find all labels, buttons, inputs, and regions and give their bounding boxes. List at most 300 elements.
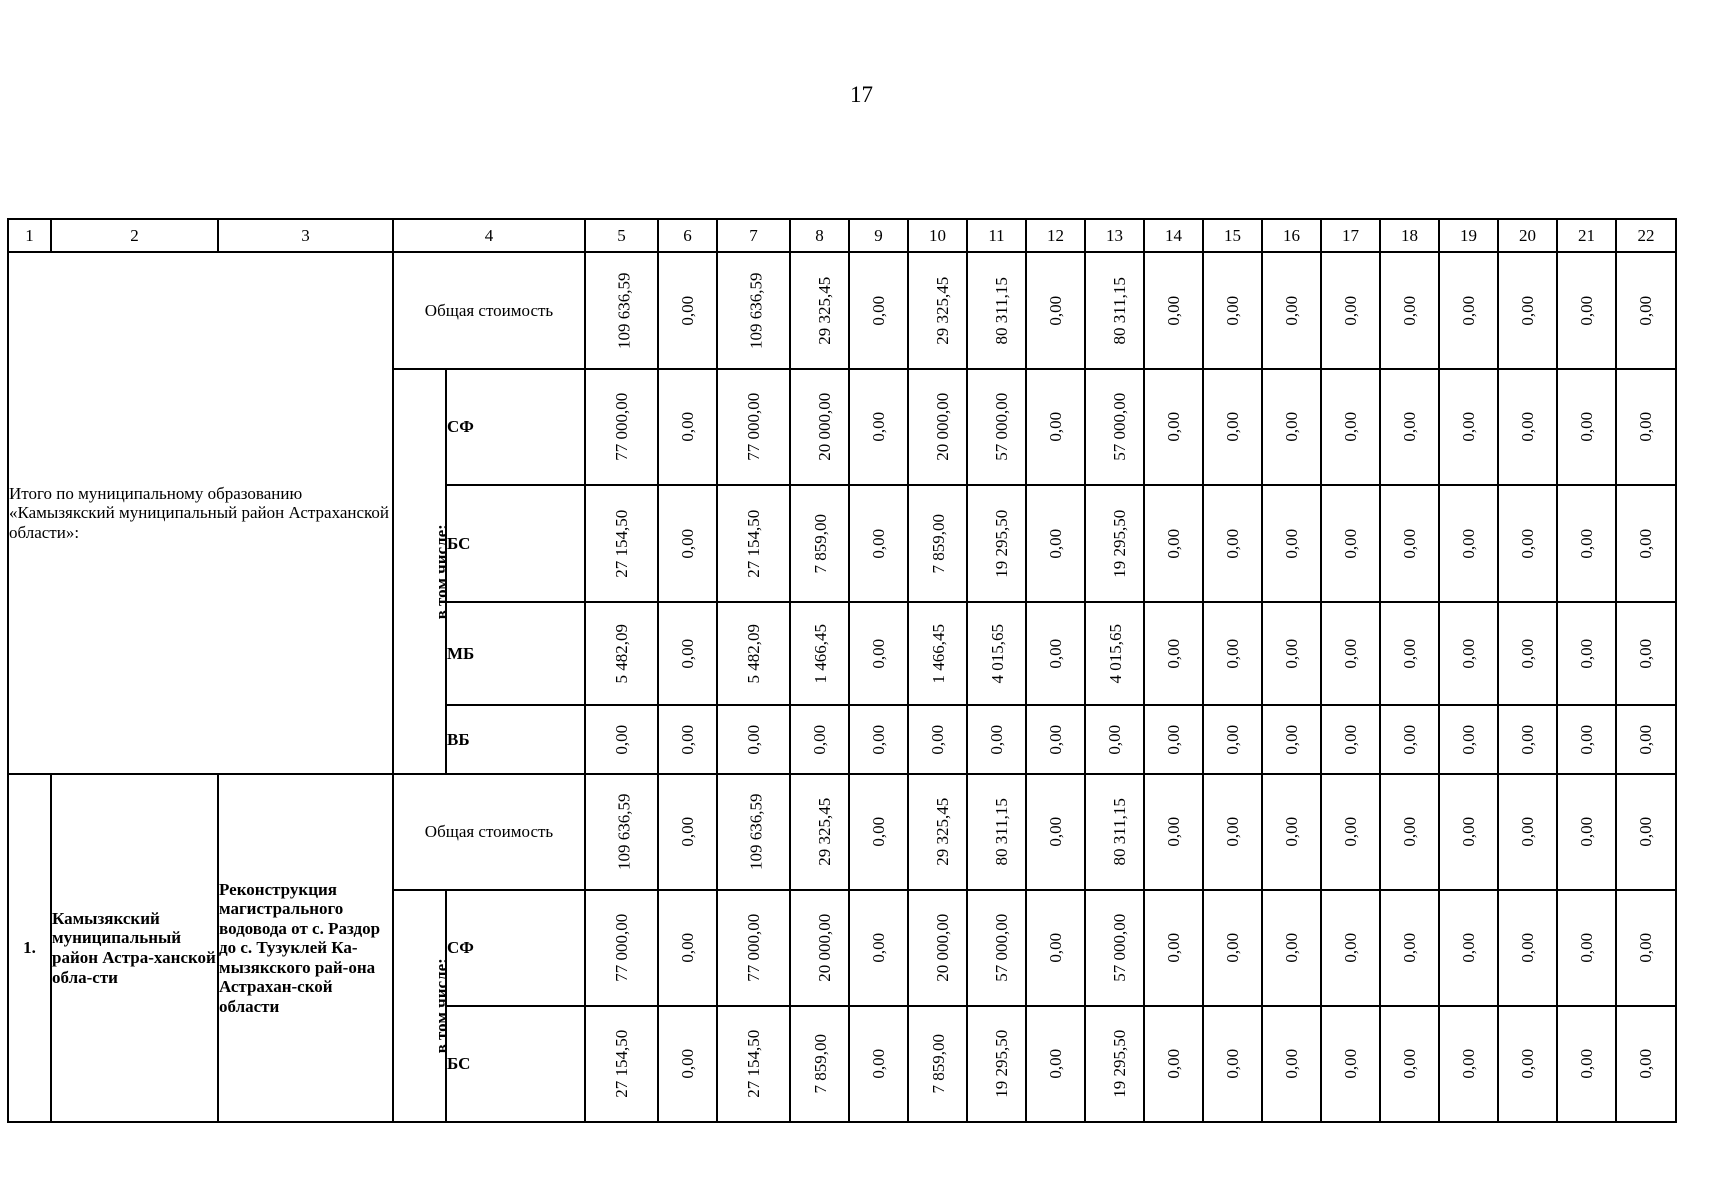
- value-cell: [1321, 705, 1380, 774]
- including-label: в том числе:: [431, 958, 451, 1054]
- value-text: 80 311,15: [1109, 276, 1129, 345]
- value-cell: [967, 890, 1026, 1006]
- value-text: 19 295,50: [1110, 509, 1130, 578]
- value-text: 0,00: [1340, 295, 1360, 326]
- value-text: 0,00: [1517, 817, 1537, 847]
- value-text: 5 482,09: [743, 623, 763, 684]
- value-cell: [1026, 890, 1085, 1006]
- value-cell: [1144, 485, 1203, 602]
- value-text: 27 154,50: [743, 1029, 763, 1098]
- value-text: 27 154,50: [611, 509, 631, 578]
- value-text: 77 000,00: [743, 913, 763, 982]
- value-cell: [1616, 890, 1676, 1006]
- value-cell: [1203, 1006, 1262, 1122]
- column-number: 10: [908, 219, 967, 252]
- column-number: 16: [1262, 219, 1321, 252]
- value-text: 0,00: [1399, 638, 1419, 669]
- row-label: СФ: [446, 890, 585, 1006]
- value-text: 0,00: [1281, 933, 1301, 963]
- value-cell: [790, 485, 849, 602]
- value-cell: [1085, 485, 1144, 602]
- table-row: [8, 774, 1676, 890]
- value-text: 0,00: [1517, 1049, 1537, 1079]
- value-cell: [1380, 252, 1439, 369]
- value-text: 0,00: [1576, 933, 1596, 963]
- row-label-total: Общая стоимость: [393, 774, 585, 890]
- value-cell: [658, 485, 717, 602]
- value-text: 0,00: [1045, 933, 1065, 963]
- value-cell: [967, 485, 1026, 602]
- value-text: 0,00: [1222, 724, 1242, 755]
- value-text: 77 000,00: [611, 913, 631, 982]
- value-text: 29 325,45: [815, 797, 835, 866]
- value-cell: [658, 1006, 717, 1122]
- value-cell: [1439, 252, 1498, 369]
- value-cell: [1144, 602, 1203, 705]
- object-name: Реконструкция магистрального водовода от с. Раздор до с. Тузуклей Ка-мызякского рай-она Астрахан-ской области: [218, 774, 393, 1122]
- value-cell: [1557, 1006, 1616, 1122]
- value-text: 0,00: [1399, 295, 1419, 326]
- value-cell: [849, 1006, 908, 1122]
- value-text: 80 311,15: [991, 276, 1011, 345]
- value-cell: [1557, 705, 1616, 774]
- value-cell: [717, 252, 790, 369]
- value-text: 0,00: [1340, 724, 1360, 755]
- value-cell: [1498, 705, 1557, 774]
- value-text: 0,00: [986, 724, 1006, 755]
- value-text: 0,00: [1636, 295, 1656, 326]
- value-text: 0,00: [1045, 1049, 1065, 1079]
- value-text: 0,00: [1340, 528, 1360, 559]
- value-cell: [658, 890, 717, 1006]
- value-cell: [1203, 252, 1262, 369]
- value-cell: [717, 485, 790, 602]
- value-cell: [1439, 774, 1498, 890]
- column-number: 12: [1026, 219, 1085, 252]
- value-cell: [1557, 602, 1616, 705]
- value-cell: [790, 1006, 849, 1122]
- value-cell: [967, 602, 1026, 705]
- value-text: 0,00: [677, 638, 697, 669]
- value-cell: [1026, 369, 1085, 485]
- value-cell: [1262, 890, 1321, 1006]
- value-cell: [1144, 1006, 1203, 1122]
- value-cell: [1321, 602, 1380, 705]
- column-number: 21: [1557, 219, 1616, 252]
- value-cell: [1026, 1006, 1085, 1122]
- value-cell: [1498, 1006, 1557, 1122]
- value-cell: [658, 252, 717, 369]
- value-text: 0,00: [1576, 295, 1596, 326]
- table-row: [8, 252, 1676, 369]
- value-text: 0,00: [1576, 1049, 1596, 1079]
- value-cell: [1085, 705, 1144, 774]
- value-text: 7 859,00: [928, 1034, 948, 1094]
- value-cell: [967, 369, 1026, 485]
- value-cell: [585, 1006, 658, 1122]
- value-cell: [967, 774, 1026, 890]
- value-cell: [1085, 602, 1144, 705]
- value-cell: [1321, 369, 1380, 485]
- value-text: 57 000,00: [992, 392, 1012, 461]
- value-cell: [1203, 705, 1262, 774]
- value-cell: [1616, 252, 1676, 369]
- column-number: 19: [1439, 219, 1498, 252]
- value-text: 0,00: [1045, 412, 1065, 442]
- value-text: 1 466,45: [928, 623, 948, 684]
- value-text: 0,00: [677, 724, 697, 755]
- value-text: 0,00: [1045, 295, 1065, 326]
- value-cell: [585, 705, 658, 774]
- value-cell: [1085, 369, 1144, 485]
- value-cell: [1380, 369, 1439, 485]
- value-cell: [908, 1006, 967, 1122]
- value-cell: [585, 252, 658, 369]
- column-number: 4: [393, 219, 585, 252]
- value-text: 27 154,50: [743, 509, 763, 578]
- value-text: 0,00: [1163, 638, 1183, 669]
- value-cell: [790, 705, 849, 774]
- value-cell: [1616, 1006, 1676, 1122]
- value-cell: [1616, 705, 1676, 774]
- column-number: 8: [790, 219, 849, 252]
- value-cell: [849, 890, 908, 1006]
- value-text: 0,00: [1281, 412, 1301, 442]
- value-cell: [717, 774, 790, 890]
- value-text: 0,00: [1163, 1049, 1183, 1079]
- value-text: 0,00: [1517, 295, 1537, 326]
- value-cell: [1144, 705, 1203, 774]
- value-text: 0,00: [1517, 724, 1537, 755]
- value-text: 19 295,50: [992, 509, 1012, 578]
- page-number: 17: [850, 82, 873, 107]
- value-text: 57 000,00: [1110, 913, 1130, 982]
- value-cell: [1380, 774, 1439, 890]
- value-text: 0,00: [1222, 295, 1242, 326]
- value-cell: [717, 602, 790, 705]
- value-cell: [1557, 252, 1616, 369]
- value-cell: [658, 705, 717, 774]
- value-text: 0,00: [1399, 528, 1419, 559]
- value-cell: [849, 369, 908, 485]
- value-cell: [1616, 602, 1676, 705]
- value-cell: [1085, 252, 1144, 369]
- value-cell: [1439, 485, 1498, 602]
- value-cell: [1026, 705, 1085, 774]
- value-text: 57 000,00: [992, 913, 1012, 982]
- value-cell: [1557, 369, 1616, 485]
- column-number: 5: [585, 219, 658, 252]
- value-text: 4 015,65: [1105, 623, 1125, 684]
- value-cell: [1262, 485, 1321, 602]
- value-text: 19 295,50: [1110, 1029, 1130, 1098]
- value-text: 0,00: [1340, 638, 1360, 669]
- value-text: 0,00: [677, 412, 697, 442]
- value-cell: [1498, 890, 1557, 1006]
- value-cell: [849, 705, 908, 774]
- value-cell: [1380, 602, 1439, 705]
- value-cell: [908, 705, 967, 774]
- value-text: 20 000,00: [815, 392, 835, 461]
- value-text: 0,00: [1045, 817, 1065, 847]
- value-cell: [908, 485, 967, 602]
- value-text: 0,00: [1458, 817, 1478, 847]
- column-number: 2: [51, 219, 218, 252]
- value-text: 0,00: [1222, 638, 1242, 669]
- value-cell: [908, 252, 967, 369]
- column-number: 7: [717, 219, 790, 252]
- value-text: 20 000,00: [933, 913, 953, 982]
- value-cell: [1262, 369, 1321, 485]
- value-text: 109 636,59: [746, 793, 766, 871]
- value-cell: [908, 602, 967, 705]
- value-cell: [1085, 1006, 1144, 1122]
- value-text: 0,00: [1399, 933, 1419, 963]
- value-cell: [849, 252, 908, 369]
- column-number: 1: [8, 219, 51, 252]
- value-cell: [1439, 890, 1498, 1006]
- value-text: 29 325,45: [933, 797, 953, 866]
- value-cell: [967, 252, 1026, 369]
- value-text: 0,00: [677, 817, 697, 847]
- value-cell: [908, 890, 967, 1006]
- value-cell: [1085, 890, 1144, 1006]
- value-text: 0,00: [1222, 528, 1242, 559]
- value-text: 0,00: [1636, 412, 1656, 442]
- value-text: 0,00: [1163, 724, 1183, 755]
- row-label-total: Общая стоимость: [393, 252, 585, 369]
- value-text: 0,00: [1281, 1049, 1301, 1079]
- value-cell: [585, 485, 658, 602]
- value-text: 0,00: [1340, 412, 1360, 442]
- value-text: 0,00: [868, 295, 888, 326]
- value-cell: [1498, 602, 1557, 705]
- value-text: 0,00: [1104, 724, 1124, 755]
- value-text: 0,00: [927, 724, 947, 755]
- column-number: 20: [1498, 219, 1557, 252]
- value-text: 0,00: [1517, 638, 1537, 669]
- row-label: МБ: [446, 602, 585, 705]
- value-cell: [1439, 369, 1498, 485]
- value-cell: [1616, 774, 1676, 890]
- value-text: 0,00: [1576, 638, 1596, 669]
- row-label: БС: [446, 485, 585, 602]
- column-number: 6: [658, 219, 717, 252]
- value-text: 0,00: [1045, 724, 1065, 755]
- value-cell: [1026, 485, 1085, 602]
- value-cell: [1557, 485, 1616, 602]
- value-cell: [1203, 774, 1262, 890]
- column-number: 9: [849, 219, 908, 252]
- value-text: 1 466,45: [810, 623, 830, 684]
- value-cell: [1026, 774, 1085, 890]
- value-text: 0,00: [1517, 528, 1537, 559]
- value-text: 0,00: [677, 1049, 697, 1079]
- value-cell: [790, 890, 849, 1006]
- row-label: СФ: [446, 369, 585, 485]
- value-text: 0,00: [677, 933, 697, 963]
- value-cell: [1321, 774, 1380, 890]
- value-cell: [1439, 1006, 1498, 1122]
- municipality-name: Камызякский муниципальный район Астра-ханской обла-сти: [51, 774, 218, 1122]
- value-text: 0,00: [1517, 412, 1537, 442]
- value-cell: [849, 602, 908, 705]
- column-number: 14: [1144, 219, 1203, 252]
- value-text: 0,00: [677, 528, 697, 559]
- column-number: 15: [1203, 219, 1262, 252]
- value-text: 0,00: [868, 528, 888, 559]
- value-text: 0,00: [1281, 295, 1301, 326]
- value-text: 57 000,00: [1110, 392, 1130, 461]
- value-cell: [790, 369, 849, 485]
- budget-table: [7, 218, 1677, 1123]
- value-text: 0,00: [1636, 1049, 1656, 1079]
- row-label: ВБ: [446, 705, 585, 774]
- value-text: 80 311,15: [1109, 798, 1129, 866]
- value-cell: [1380, 1006, 1439, 1122]
- value-text: 0,00: [1458, 412, 1478, 442]
- value-text: 0,00: [1340, 1049, 1360, 1079]
- value-text: 0,00: [1340, 933, 1360, 963]
- value-cell: [1616, 369, 1676, 485]
- value-cell: [1144, 890, 1203, 1006]
- including-label-cell: [393, 369, 451, 774]
- value-text: 0,00: [677, 295, 697, 326]
- value-text: 0,00: [1576, 724, 1596, 755]
- value-text: 0,00: [1636, 817, 1656, 847]
- value-text: 109 636,59: [614, 793, 634, 871]
- value-cell: [1380, 705, 1439, 774]
- value-text: 0,00: [1222, 412, 1242, 442]
- value-text: 0,00: [1163, 933, 1183, 963]
- value-cell: [1144, 774, 1203, 890]
- value-text: 0,00: [1399, 724, 1419, 755]
- value-cell: [1616, 485, 1676, 602]
- value-cell: [790, 602, 849, 705]
- value-cell: [1144, 252, 1203, 369]
- value-text: 0,00: [1576, 412, 1596, 442]
- value-text: 0,00: [1281, 724, 1301, 755]
- value-text: 0,00: [1222, 933, 1242, 963]
- value-text: 0,00: [743, 724, 763, 755]
- value-text: 27 154,50: [611, 1029, 631, 1098]
- value-text: 109 636,59: [746, 272, 766, 349]
- value-text: 0,00: [1163, 528, 1183, 559]
- value-text: 0,00: [1281, 638, 1301, 669]
- value-text: 0,00: [868, 638, 888, 669]
- value-cell: [1557, 890, 1616, 1006]
- value-text: 77 000,00: [743, 392, 763, 461]
- column-number: 3: [218, 219, 393, 252]
- value-text: 20 000,00: [933, 392, 953, 461]
- value-cell: [1203, 485, 1262, 602]
- value-cell: [1321, 252, 1380, 369]
- value-cell: [585, 369, 658, 485]
- value-cell: [585, 890, 658, 1006]
- value-text: 0,00: [611, 724, 631, 755]
- value-cell: [1498, 774, 1557, 890]
- value-cell: [1498, 485, 1557, 602]
- value-text: 7 859,00: [810, 1034, 830, 1094]
- value-cell: [1262, 705, 1321, 774]
- column-number: 22: [1616, 219, 1676, 252]
- value-cell: [717, 890, 790, 1006]
- value-text: 0,00: [1163, 295, 1183, 326]
- value-text: 0,00: [1458, 528, 1478, 559]
- value-cell: [717, 1006, 790, 1122]
- value-text: 0,00: [868, 933, 888, 963]
- value-text: 0,00: [1458, 1049, 1478, 1079]
- value-text: 0,00: [868, 1049, 888, 1079]
- value-cell: [1203, 602, 1262, 705]
- value-text: 0,00: [1045, 638, 1065, 669]
- value-cell: [908, 369, 967, 485]
- value-cell: [1144, 369, 1203, 485]
- value-cell: [658, 774, 717, 890]
- value-text: 29 325,45: [933, 276, 953, 345]
- value-cell: [1439, 602, 1498, 705]
- column-number: 13: [1085, 219, 1144, 252]
- value-text: 77 000,00: [611, 392, 631, 461]
- value-text: 0,00: [1517, 933, 1537, 963]
- value-cell: [1262, 1006, 1321, 1122]
- value-cell: [1262, 774, 1321, 890]
- including-label: в том числе:: [431, 523, 451, 620]
- value-cell: [1026, 602, 1085, 705]
- value-text: 0,00: [1576, 817, 1596, 847]
- value-cell: [908, 774, 967, 890]
- column-number: 17: [1321, 219, 1380, 252]
- value-text: 0,00: [1458, 933, 1478, 963]
- value-cell: [1203, 890, 1262, 1006]
- value-text: 20 000,00: [815, 913, 835, 982]
- value-text: 0,00: [1636, 638, 1656, 669]
- value-text: 0,00: [1399, 412, 1419, 442]
- value-cell: [585, 602, 658, 705]
- value-cell: [658, 369, 717, 485]
- value-text: 0,00: [1458, 638, 1478, 669]
- value-text: 29 325,45: [815, 276, 835, 345]
- value-text: 0,00: [1636, 528, 1656, 559]
- value-text: 0,00: [809, 724, 829, 755]
- value-text: 0,00: [868, 724, 888, 755]
- value-cell: [1557, 774, 1616, 890]
- value-text: 0,00: [1636, 724, 1656, 755]
- column-number: 18: [1380, 219, 1439, 252]
- value-text: 0,00: [1399, 1049, 1419, 1079]
- value-text: 0,00: [1399, 817, 1419, 847]
- value-cell: [658, 602, 717, 705]
- value-text: 0,00: [1281, 817, 1301, 847]
- item-number: 1.: [8, 774, 51, 1122]
- value-text: 80 311,15: [991, 798, 1011, 866]
- value-text: 0,00: [1636, 933, 1656, 963]
- value-text: 4 015,65: [987, 623, 1007, 684]
- value-cell: [967, 1006, 1026, 1122]
- value-cell: [849, 485, 908, 602]
- value-text: 0,00: [1458, 724, 1478, 755]
- value-text: 0,00: [1222, 1049, 1242, 1079]
- value-text: 0,00: [868, 817, 888, 847]
- value-cell: [1321, 1006, 1380, 1122]
- value-cell: [1026, 252, 1085, 369]
- value-text: 0,00: [1340, 817, 1360, 847]
- value-cell: [1085, 774, 1144, 890]
- total-label: Итого по муниципальному образованию «Камызякский муниципальный район Астраханской области»:: [8, 252, 393, 774]
- row-label: БС: [446, 1006, 585, 1122]
- value-cell: [790, 252, 849, 369]
- column-number: 11: [967, 219, 1026, 252]
